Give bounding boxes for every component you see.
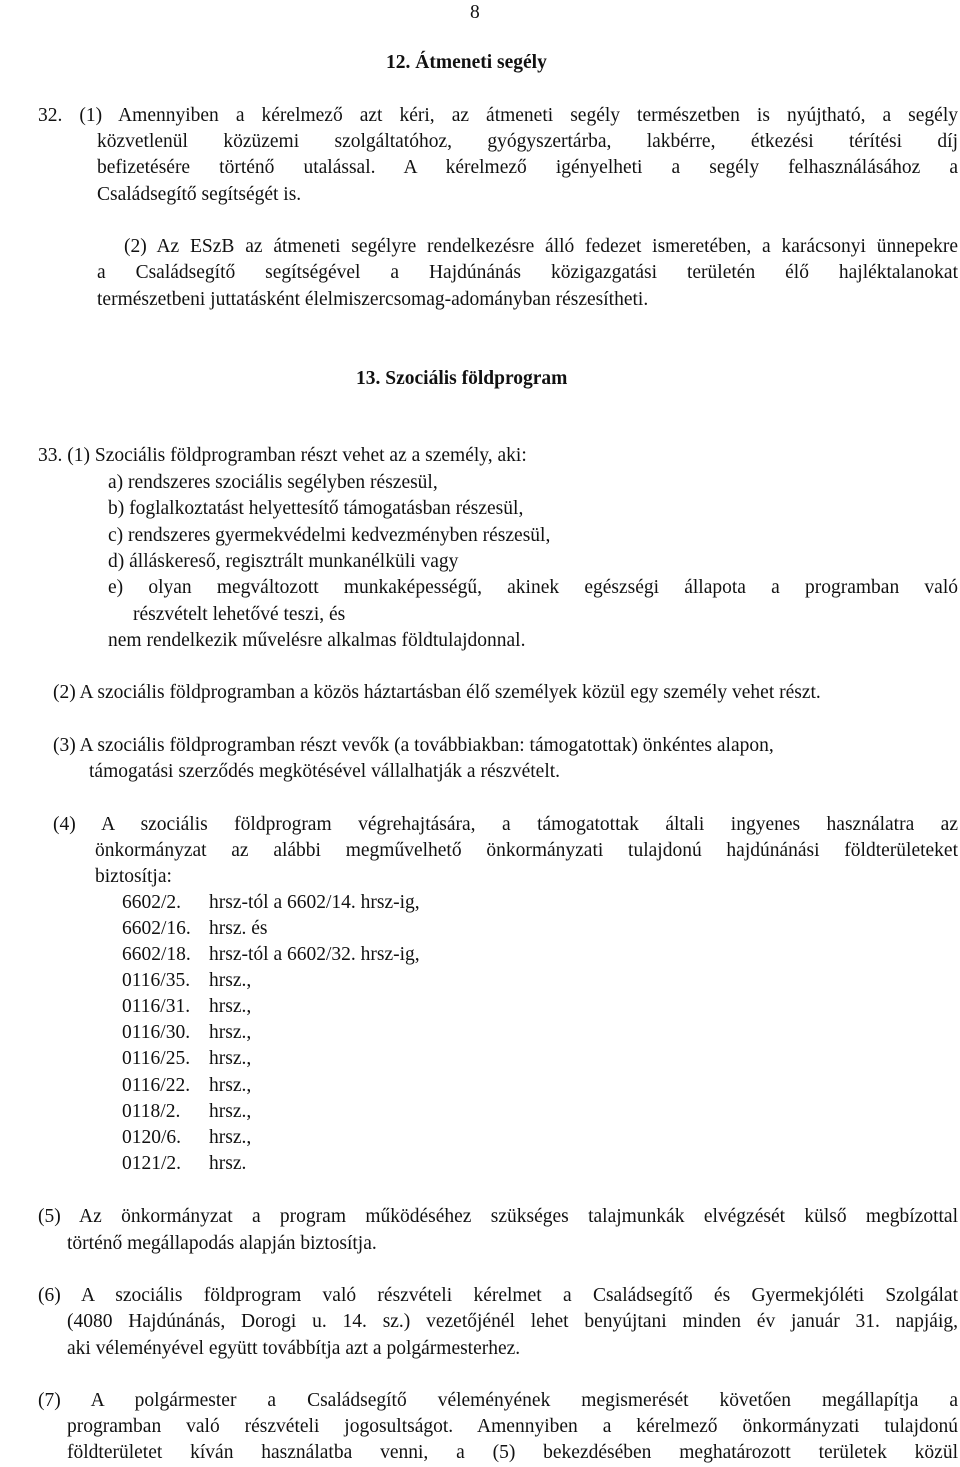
page-number: 8 <box>470 2 480 23</box>
parcel-suffix: hrsz., <box>209 1048 252 1069</box>
para-33-intro: 33. (1) Szociális földprogramban részt vehet az a személy, aki: <box>38 445 527 466</box>
parcel-number: 6602/2. <box>122 892 182 913</box>
list-item-a: a) rendszeres szociális segélyben részesül, <box>108 472 438 493</box>
para-32-2-line-1: (2) Az ESzB az átmeneti segélyre rendelkezésre álló fedezet ismeretében, a karácsonyi ünnepekre <box>124 236 958 257</box>
parcel-number: 0116/31. <box>122 996 191 1017</box>
parcel-number: 0118/2. <box>122 1101 181 1122</box>
para-33-2: (2) A szociális földprogramban a közös háztartásban élő személyek közül egy személy vehet részt. <box>53 682 821 703</box>
parcel-suffix: hrsz., <box>209 1075 252 1096</box>
parcel-number: 0116/22. <box>122 1075 191 1096</box>
list-item-c: c) rendszeres gyermekvédelmi kedvezményben részesül, <box>108 525 551 546</box>
para-33-4-line-3: biztosítja: <box>95 866 172 887</box>
parcel-suffix: hrsz., <box>209 996 252 1017</box>
para-33-3-line-2: támogatási szerződés megkötésével vállalhatják a részvételt. <box>89 761 561 782</box>
section-12-heading: 12. Átmeneti segély <box>386 52 547 73</box>
list-item-e: e) olyan megváltozott munkaképességű, akinek egészségi állapota a programban való <box>108 577 958 598</box>
para-33-6-line-2: (4080 Hajdúnánás, Dorogi u. 14. sz.) vezetőjénél lehet benyújtani minden év január 31. napjáig, <box>67 1311 958 1332</box>
parcel-number: 0116/30. <box>122 1022 191 1043</box>
parcel-number: 0116/25. <box>122 1048 191 1069</box>
section-13-heading: 13. Szociális földprogram <box>356 368 568 389</box>
para-32-line-1: 32. (1) Amennyiben a kérelmező azt kéri, az átmeneti segély természetben is nyújtható, a segély <box>38 105 958 126</box>
para-33-7-line-3: földterületet kíván használatba venni, a (5) bekezdésében meghatározott területek közül <box>67 1442 958 1463</box>
para-32-2-line-2: a Családsegítő segítségével a Hajdúnánás közigazgatási területén élő hajléktalanokat <box>97 262 958 283</box>
parcel-suffix: hrsz., <box>209 1101 252 1122</box>
parcel-suffix: hrsz., <box>209 1127 252 1148</box>
para-33-3-line-1: (3) A szociális földprogramban részt vevők (a továbbiakban: támogatottak) önkéntes alapon, <box>53 735 774 756</box>
parcel-suffix: hrsz-tól a 6602/32. hrsz-ig, <box>209 944 420 965</box>
parcel-number: 6602/18. <box>122 944 191 965</box>
para-33-7-line-1: (7) A polgármester a Családsegítő véleményének megismerését követően megállapítja a <box>38 1390 958 1411</box>
parcel-number: 0120/6. <box>122 1127 182 1148</box>
para-33-6-line-3: aki véleményével együtt továbbítja azt a polgármesterhez. <box>67 1338 521 1359</box>
list-item-d: d) álláskereső, regisztrált munkanélküli vagy <box>108 551 459 572</box>
parcel-suffix: hrsz-tól a 6602/14. hrsz-ig, <box>209 892 420 913</box>
list-item-e-cont: részvételt lehetővé teszi, és <box>133 604 346 625</box>
para-32-2-line-3: természetbeni juttatásként élelmiszercsomag-adományban részesítheti. <box>97 289 649 310</box>
para-33-4-line-1: (4) A szociális földprogram végrehajtására, a támogatottak általi ingyenes használatra az <box>53 814 958 835</box>
para-33-5-line-1: (5) Az önkormányzat a program működéséhez szükséges talajmunkák elvégzését külső megbízottal <box>38 1206 958 1227</box>
para-33-4-line-2: önkormányzat az alábbi megművelhető önkormányzati tulajdonú hajdúnánási földterületeket <box>95 840 958 861</box>
parcel-number: 0121/2. <box>122 1153 182 1174</box>
parcel-suffix: hrsz. <box>209 1153 247 1174</box>
para-33-6-line-1: (6) A szociális földprogram való részvételi kérelmet a Családsegítő és Gyermekjóléti Szolgálat <box>38 1285 958 1306</box>
para-32-line-3: befizetésére történő utalással. A kérelmező igényelheti a segély felhasználásához a <box>97 157 958 178</box>
para-33-5-line-2: történő megállapodás alapján biztosítja. <box>67 1233 377 1254</box>
parcel-number: 6602/16. <box>122 918 191 939</box>
list-closing-line: nem rendelkezik művelésre alkalmas földtulajdonnal. <box>108 630 526 651</box>
para-32-line-2: közvetlenül közüzemi szolgáltatóhoz, gyógyszertárba, lakbérre, étkezési térítési díj <box>97 131 958 152</box>
para-33-7-line-2: programban való részvételi jogosultságot. Amennyiben a kérelmező önkormányzati tulajdonú <box>67 1416 958 1437</box>
parcel-suffix: hrsz. és <box>209 918 268 939</box>
list-item-b: b) foglalkoztatást helyettesítő támogatásban részesül, <box>108 498 524 519</box>
para-32-line-4: Családsegítő segítségét is. <box>97 184 302 205</box>
parcel-number: 0116/35. <box>122 970 191 991</box>
parcel-suffix: hrsz., <box>209 1022 252 1043</box>
parcel-suffix: hrsz., <box>209 970 252 991</box>
